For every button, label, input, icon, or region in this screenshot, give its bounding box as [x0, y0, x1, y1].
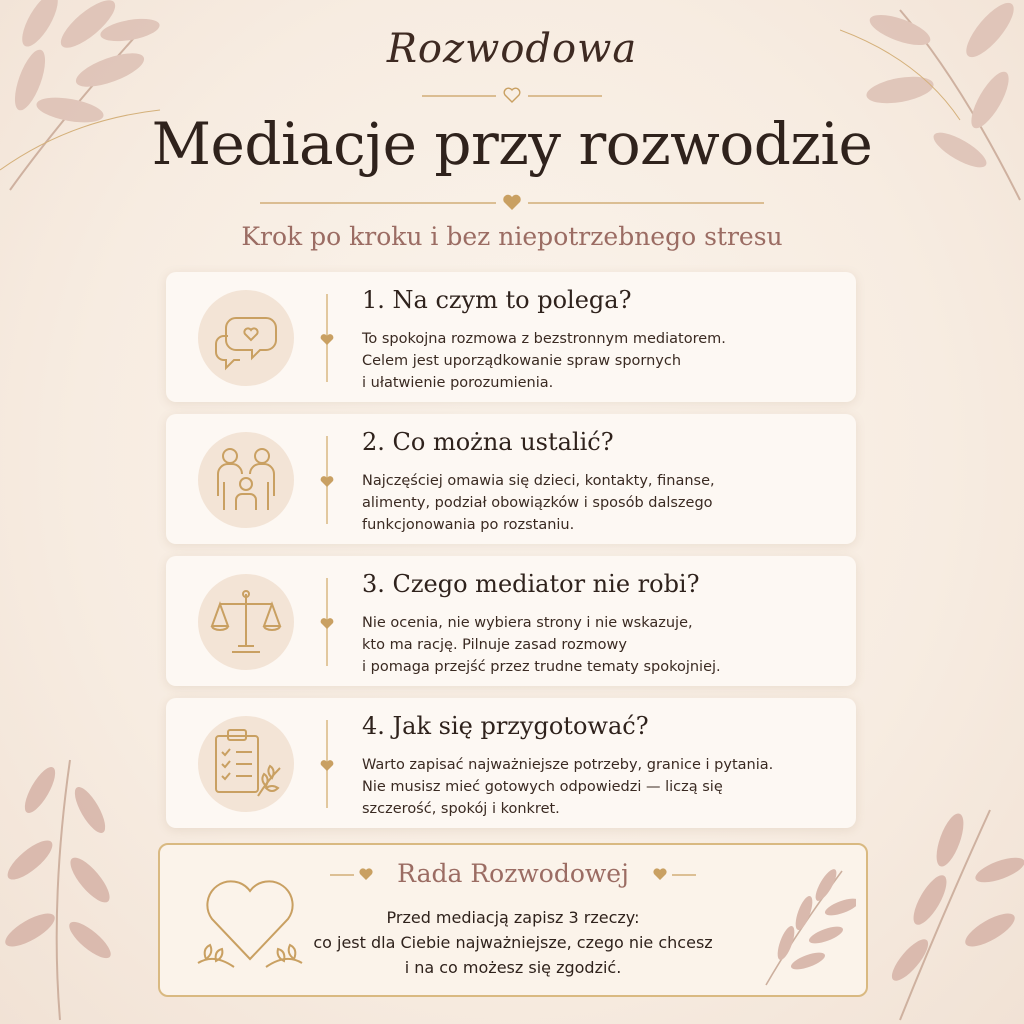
tip-text	[290, 905, 736, 980]
tip-title: Rada Rozwodowej	[397, 859, 629, 888]
step-card-4	[166, 698, 856, 828]
tip-line: i na co możesz się zgodzić.	[404, 958, 622, 977]
step-line: kto ma rację. Pilnuje zasad rozmowy	[362, 637, 627, 653]
step-line: Najczęściej omawia się dzieci, kontakty, finanse,	[362, 473, 715, 489]
step-description	[362, 470, 842, 536]
step-line: Nie ocenia, nie wybiera strony i nie wskazuje,	[362, 615, 693, 631]
title-ornament	[260, 192, 764, 214]
page-title: Mediacje przy rozwodzie	[151, 110, 873, 178]
step-card-3	[166, 556, 856, 686]
step-line: i ułatwienie porozumienia.	[362, 375, 554, 391]
divider-heart-icon	[320, 760, 334, 772]
step-description	[362, 612, 842, 678]
brand-logo-text: Rozwodowa	[386, 26, 638, 72]
step-icon-circle	[198, 290, 294, 386]
tip-box	[158, 843, 868, 997]
step-icon-circle	[198, 716, 294, 812]
leaf-sprig-icon	[746, 863, 856, 989]
clipboard-checklist-icon	[206, 724, 286, 804]
step-heading: 4. Jak się przygotować?	[362, 712, 649, 740]
step-heading: 2. Co można ustalić?	[362, 428, 614, 456]
step-line: To spokojna rozmowa z bezstronnym mediatorem.	[362, 331, 726, 347]
page-subtitle: Krok po kroku i bez niepotrzebnego stresu	[241, 222, 783, 251]
step-description	[362, 328, 842, 394]
step-card-1	[166, 272, 856, 402]
leaf-branch-bottom-left	[0, 740, 160, 1024]
leaf-branch-bottom-right	[870, 800, 1024, 1024]
tip-line: Przed mediacją zapisz 3 rzeczy:	[386, 908, 640, 927]
step-line: i pomaga przejść przez trudne tematy spokojniej.	[362, 659, 721, 675]
step-icon-circle	[198, 432, 294, 528]
step-heading: 1. Na czym to polega?	[362, 286, 632, 314]
scales-icon	[206, 582, 286, 662]
step-line: Warto zapisać najważniejsze potrzeby, granice i pytania.	[362, 757, 774, 773]
step-card-2	[166, 414, 856, 544]
step-description	[362, 754, 842, 820]
divider-heart-icon	[320, 334, 334, 346]
step-line: funkcjonowania po rozstaniu.	[362, 517, 575, 533]
brand-ornament	[412, 84, 612, 108]
step-line: szczerość, spokój i konkret.	[362, 801, 560, 817]
tip-line: co jest dla Ciebie najważniejsze, czego nie chcesz	[313, 933, 713, 952]
speech-bubbles-heart-icon	[206, 298, 286, 378]
divider-heart-icon	[320, 618, 334, 630]
step-line: Celem jest uporządkowanie spraw spornych	[362, 353, 682, 369]
step-line: Nie musisz mieć gotowych odpowiedzi — liczą się	[362, 779, 723, 795]
family-icon	[206, 440, 286, 520]
step-line: alimenty, podział obowiązków i sposób dalszego	[362, 495, 713, 511]
step-icon-circle	[198, 574, 294, 670]
step-heading: 3. Czego mediator nie robi?	[362, 570, 700, 598]
divider-heart-icon	[320, 476, 334, 488]
heart-wreath-icon	[190, 863, 310, 981]
